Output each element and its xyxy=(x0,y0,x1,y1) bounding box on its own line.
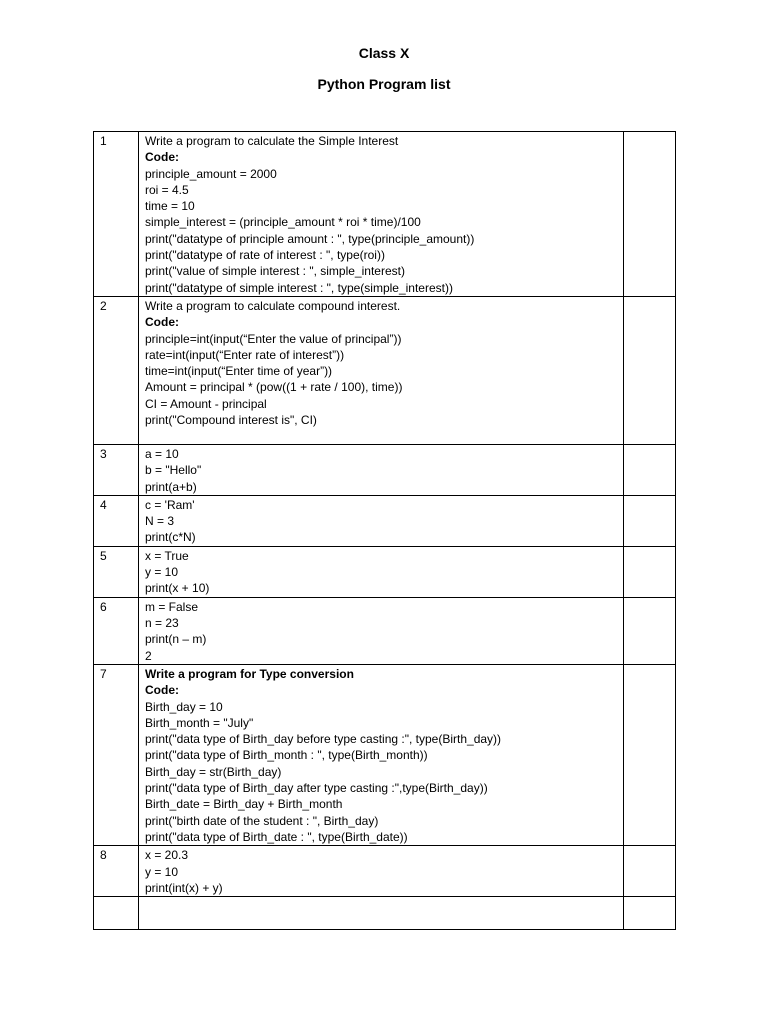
page-title: Class X xyxy=(358,45,410,61)
program-cell xyxy=(139,546,624,597)
row-number: 1 xyxy=(94,132,139,297)
table-row xyxy=(94,297,676,445)
program-heading-line: Write a program for Type conversion xyxy=(145,666,354,681)
program-line: Write a program to calculate compound interest. xyxy=(145,299,401,313)
row-number: 4 xyxy=(94,495,139,546)
program-line: x = 20.3 xyxy=(145,848,189,863)
program-heading-line: Code: xyxy=(145,315,179,330)
program-line: y = 10 xyxy=(145,864,179,879)
program-line: print("Compound interest is", CI) xyxy=(145,413,317,428)
program-line: time=int(input(“Enter time of year”)) xyxy=(145,364,333,379)
table-row xyxy=(94,132,676,297)
table-row xyxy=(94,897,676,930)
program-line: Birth_day = str(Birth_day) xyxy=(145,764,282,779)
program-line: N = 3 xyxy=(145,514,175,529)
program-line: time = 10 xyxy=(145,199,195,214)
program-cell xyxy=(139,897,624,930)
row-number: 7 xyxy=(94,664,139,845)
program-line: print("datatype of principle amount : ", type(principle_amount)) xyxy=(145,231,475,246)
program-line: Amount = principal * (pow((1 + rate / 100), time)) xyxy=(145,380,403,395)
row-number: 3 xyxy=(94,445,139,496)
program-line: CI = Amount - principal xyxy=(145,396,267,411)
blank-cell xyxy=(624,664,676,845)
program-line: roi = 4.5 xyxy=(145,182,189,197)
program-line: simple_interest = (principle_amount * roi * time)/100 xyxy=(145,215,421,230)
program-table-body xyxy=(94,132,676,930)
table-row xyxy=(94,664,676,845)
blank-cell xyxy=(624,297,676,445)
program-heading-line: Code: xyxy=(145,150,179,165)
table-row xyxy=(94,445,676,496)
program-line: a = 10 xyxy=(145,447,179,461)
row-number: 6 xyxy=(94,597,139,664)
table-row xyxy=(94,597,676,664)
program-cell xyxy=(139,664,624,845)
program-line: Birth_month = "July" xyxy=(145,715,254,730)
program-line: rate=int(input(“Enter rate of interest”)) xyxy=(145,347,345,362)
row-number: 8 xyxy=(94,846,139,897)
table-row xyxy=(94,546,676,597)
table-row xyxy=(94,495,676,546)
program-line: Write a program to calculate the Simple Interest xyxy=(145,134,399,148)
program-heading-line: Code: xyxy=(145,683,179,698)
blank-cell xyxy=(624,897,676,930)
program-line: print("data type of Birth_month : ", type(Birth_month)) xyxy=(145,748,428,763)
program-cell xyxy=(139,297,624,445)
program-cell xyxy=(139,597,624,664)
program-line: 2 xyxy=(145,648,152,663)
program-line: b = "Hello" xyxy=(145,463,202,478)
program-line: c = 'Ram' xyxy=(145,497,195,512)
page-subtitle: Python Program list xyxy=(317,76,451,92)
program-line: print(n – m) xyxy=(145,632,207,647)
program-line: y = 10 xyxy=(145,565,179,580)
row-number: 2 xyxy=(94,297,139,445)
program-line: print("data type of Birth_date : ", type(Birth_date)) xyxy=(145,829,408,844)
program-line: print("value of simple interest : ", simple_interest) xyxy=(145,264,405,279)
program-line: print("birth date of the student : ", Birth_day) xyxy=(145,813,379,828)
program-line: principle_amount = 2000 xyxy=(145,166,277,181)
program-cell xyxy=(139,846,624,897)
program-line: print("data type of Birth_day before type casting :", type(Birth_day)) xyxy=(145,732,502,747)
blank-cell xyxy=(624,445,676,496)
blank-cell xyxy=(624,846,676,897)
program-line: print("datatype of rate of interest : ", type(roi)) xyxy=(145,248,385,263)
program-line: print(a+b) xyxy=(145,479,197,494)
program-line: print("datatype of simple interest : ", type(simple_interest)) xyxy=(145,280,453,295)
row-number xyxy=(94,897,139,930)
program-line: print(c*N) xyxy=(145,530,196,545)
program-line: n = 23 xyxy=(145,616,179,631)
blank-cell xyxy=(624,495,676,546)
blank-cell xyxy=(624,597,676,664)
program-line: principle=int(input(“Enter the value of principal”)) xyxy=(145,331,402,346)
program-cell xyxy=(139,445,624,496)
blank-cell xyxy=(624,546,676,597)
program-cell xyxy=(139,132,624,297)
program-line: print(int(x) + y) xyxy=(145,880,223,895)
program-line: Birth_day = 10 xyxy=(145,699,223,714)
table-row xyxy=(94,846,676,897)
program-line: x = True xyxy=(145,548,189,563)
program-table xyxy=(93,131,676,930)
program-line: print(x + 10) xyxy=(145,581,210,596)
blank-cell xyxy=(624,132,676,297)
program-cell xyxy=(139,495,624,546)
row-number: 5 xyxy=(94,546,139,597)
program-line: Birth_date = Birth_day + Birth_month xyxy=(145,797,343,812)
program-line: print("data type of Birth_day after type casting :",type(Birth_day)) xyxy=(145,781,488,796)
program-line: m = False xyxy=(145,599,199,614)
